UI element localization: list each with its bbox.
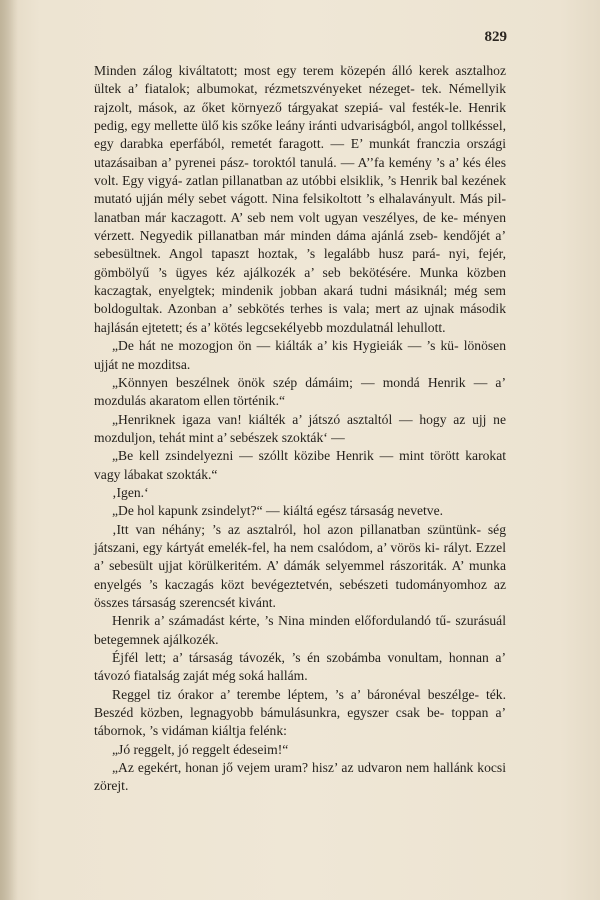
- paragraph-11: Reggel tiz órakor a’ terembe léptem, ’s a’ báronéval beszélge- ték. Beszéd közben, legnagyobb bámulásunkra, egyszer csak be- toppan a’ tábornok, ’s vidáman kiáltja felénk:: [94, 686, 506, 739]
- paragraph-8: ‚Itt van néhány; ’s az asztalról, hol azon pillanatban szüntünk- ség játszani, egy kártyát emelék-fel, ha nem csalódom, a’ vörös ki- rályt. Ezzel a’ sebesült ujjat körülkeritém. A’ dámák selyemmel rászoriták. A’ munka enyelgés ’s kaczagás közt bevégeztetvén, sebészeti tudományomhoz az összes társaság szerencsét kivánt.: [94, 521, 506, 610]
- page-spine-shadow: [0, 0, 18, 900]
- paragraph-3: „Könnyen beszélnek önök szép dámáim; — mondá Henrik — a’ mozdulás akaratom ellen történik.“: [94, 374, 506, 409]
- page-text: [94, 62, 506, 796]
- paragraph-1: Minden zálog kiváltatott; most egy terem közepén álló kerek asztalhoz ültek a’ fiatalok; albumokat, rézmetszvényeket nézeget- tek. Némellyik rajzolt, mások, az őket környező tárgyakat szepiá- val festék-le. Henrik pedig, egy mellette ülő kis szőke leány iránti udvariságból, angol tollkéssel, egy darabka eperfából, remetét faragott. — E’ munkát franczia országi utazásaiban a’ pyrenei pász- toroktól tanulá. — A’’fa kemény ’s a’ kés éles volt. Egy vigyá- zatlan pillanatban az utóbbi elsiklik, ’s Henrik bal kezének mutató ujján mély sebet vágott. Nina felsikoltott ’s elhalaványult. Más pil- lanatban már kaczagott. A’ seb nem volt ugyan veszélyes, de ke- ményen vérzett. Negyedik pillanatban már minden dáma ajánlá zseb- kendőjét a’ sebesültnek. Angol tapaszt hoztak, ’s legalább husz pará- nyi, fejér, gömbölyű ’s ügyes kéz ajálkozék a’ seb bekötésére. Munka közben kaczagtak, enyelgtek; mindenik jobban akará tudni másiknál; még sem boldogultak. Azonban a’ sebkötés terhes is vala; mert az ujnak második hajlásán ejtetett; és a’ kötés legcsekélyebb mozdulatnál lehullott.: [94, 63, 506, 335]
- page-number: 829: [484, 29, 507, 45]
- paragraph-5: „Be kell zsindelyezni — szóllt közibe Henrik — mint törött karokat vagy lábakat szokták.“: [94, 448, 506, 482]
- paragraph-7: „De hol kapunk zsindelyt?“ — kiáltá egész társaság nevetve.: [112, 503, 444, 519]
- paragraph-6: ‚Igen.‘: [112, 484, 149, 500]
- paragraph-4: „Henriknek igaza van! kiálték a’ játszó asztaltól — hogy az ujj ne mozduljon, tehát mint a’ sebészek szokták‘ —: [94, 411, 506, 445]
- paragraph-12: „Jó reggelt, jó reggelt édeseim!“: [112, 741, 289, 757]
- paragraph-9: Henrik a’ számadást kérte, ’s Nina minden előfordulandó tű- szurásuál betegemnek ajálkozék.: [94, 613, 506, 647]
- paragraph-10: Éjfél lett; a’ társaság távozék, ’s én szobámba vonultam, honnan a’ távozó fiatalság zaját még soká hallám.: [94, 650, 506, 684]
- paragraph-13: „Az egekért, honan jő vejem uram? hisz’ az udvaron nem hallánk kocsi zörejt.: [94, 760, 506, 794]
- paragraph-2: „De hát ne mozogjon ön — kiálták a’ kis Hygieiák — ’s kü- lönösen ujját ne mozditsa.: [94, 338, 506, 372]
